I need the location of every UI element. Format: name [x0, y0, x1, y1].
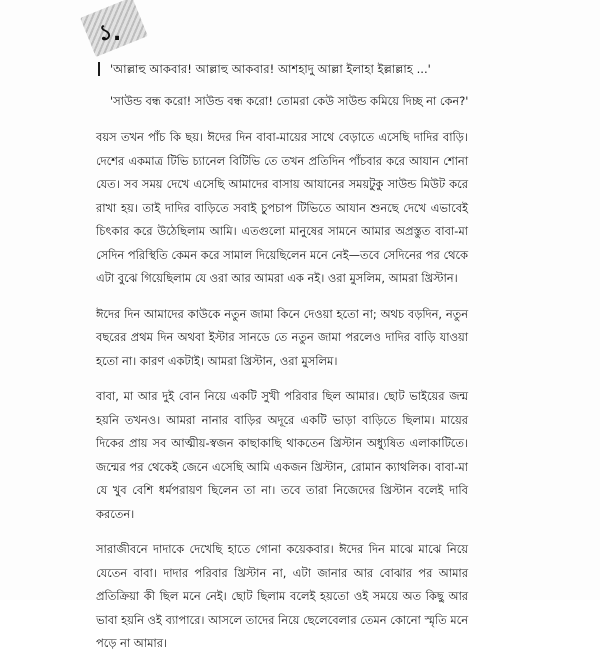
paragraph: সারাজীবনে দাদাকে দেখেছি হাতে গোনা কয়েকবার। ঈদের দিন মাঝে মাঝে নিয়ে যেতেন বাবা। দাদার পরিবার খ্রিস্টান না, এটা জানার আর বোঝার পর আমার প্রতিক্রিয়া কী ছিল মনে নেই। ছোট ছিলাম বলেই হয়তো ওই সময়ে অত কিছু আর ভাবা হয়নি ওই ব্যাপারে। আসলে তাদের নিয়ে ছেলেবেলার তেমন কোনো স্মৃতি মনে পড়ে না আমার।: [96, 542, 468, 650]
epigraph-text: 'আল্লাহু আকবার! আল্লাহু আকবার! আশহাদু আল্লা ইলাহা ইল্লাল্লাহ ...': [110, 62, 431, 76]
epigraph-line: [96, 60, 468, 78]
chapter-number-badge: [80, 0, 148, 57]
opening-quote: 'সাউন্ড বন্ধ করো! সাউন্ড বন্ধ করো! তোমরা কেউ সাউন্ড কমিয়ে দিচ্ছ না কেন?': [110, 94, 469, 108]
page-body: [96, 52, 468, 668]
chapter-number: ১.: [98, 21, 122, 47]
paragraph: বাবা, মা আর দুই বোন নিয়ে একটি সুখী পরিবার ছিল আমার। ছোট ভাইয়ের জন্ম হয়নি তখনও। আমরা নানার বাড়ির অদূরে একটি ভাড়া বাড়িতে ছিলাম। মায়ের দিকের প্রায় সব আত্মীয়-স্বজন কাছাকাছি থাকতেন খ্রিস্টান অধ্যুষিত এলাকাটিতে। জন্মের পর থেকেই জেনে এসেছি আমি একজন খ্রিস্টান, রোমান ক্যাথলিক। বাবা-মা যে খুব বেশি ধর্মপরায়ণ ছিলেন তা না। তবে তারা নিজেদের খ্রিস্টান বলেই দাবি করতেন।: [96, 389, 468, 521]
paragraph: বয়স তখন পাঁচ কি ছয়। ঈদের দিন বাবা-মায়ের সাথে বেড়াতে এসেছি দাদির বাড়ি। দেশের একমাত্র টিভি চ্যানেল বিটিভি তে তখন প্রতিদিন পাঁচবার করে আযান শোনা যেত। সব সময় দেখে এসেছি আমাদের বাসায় আযানের সময়টুকু সাউন্ড মিউট করে রাখা হয়। তাই দাদির বাড়িতে সবাই চুপচাপ টিভিতে আযান শুনছে দেখে এভাবেই চিৎকার করে উঠেছিলাম আমি। এতগুলো মানুষের সামনে আমার অপ্রস্তুত বাবা-মা সেদিন পরিস্থিতি কেমন করে সামাল দিয়েছিলেন মনে নেই—তবে সেদিনের পর থেকে এটা বুঝে গিয়েছিলাম যে ওরা আর আমরা এক নই। ওরা মুসলিম, আমরা খ্রিস্টান।: [96, 130, 468, 285]
paragraph: ঈদের দিন আমাদের কাউকে নতুন জামা কিনে দেওয়া হতো না; অথচ বড়দিন, নতুন বছরের প্রথম দিন অথবা ইস্টার সানডে তে নতুন জামা পরলেও দাদির বাড়ি যাওয়া হতো না। কারণ একটাই। আমরা খ্রিস্টান, ওরা মুসলিম।: [96, 306, 468, 368]
epigraph-bar: [98, 62, 100, 76]
